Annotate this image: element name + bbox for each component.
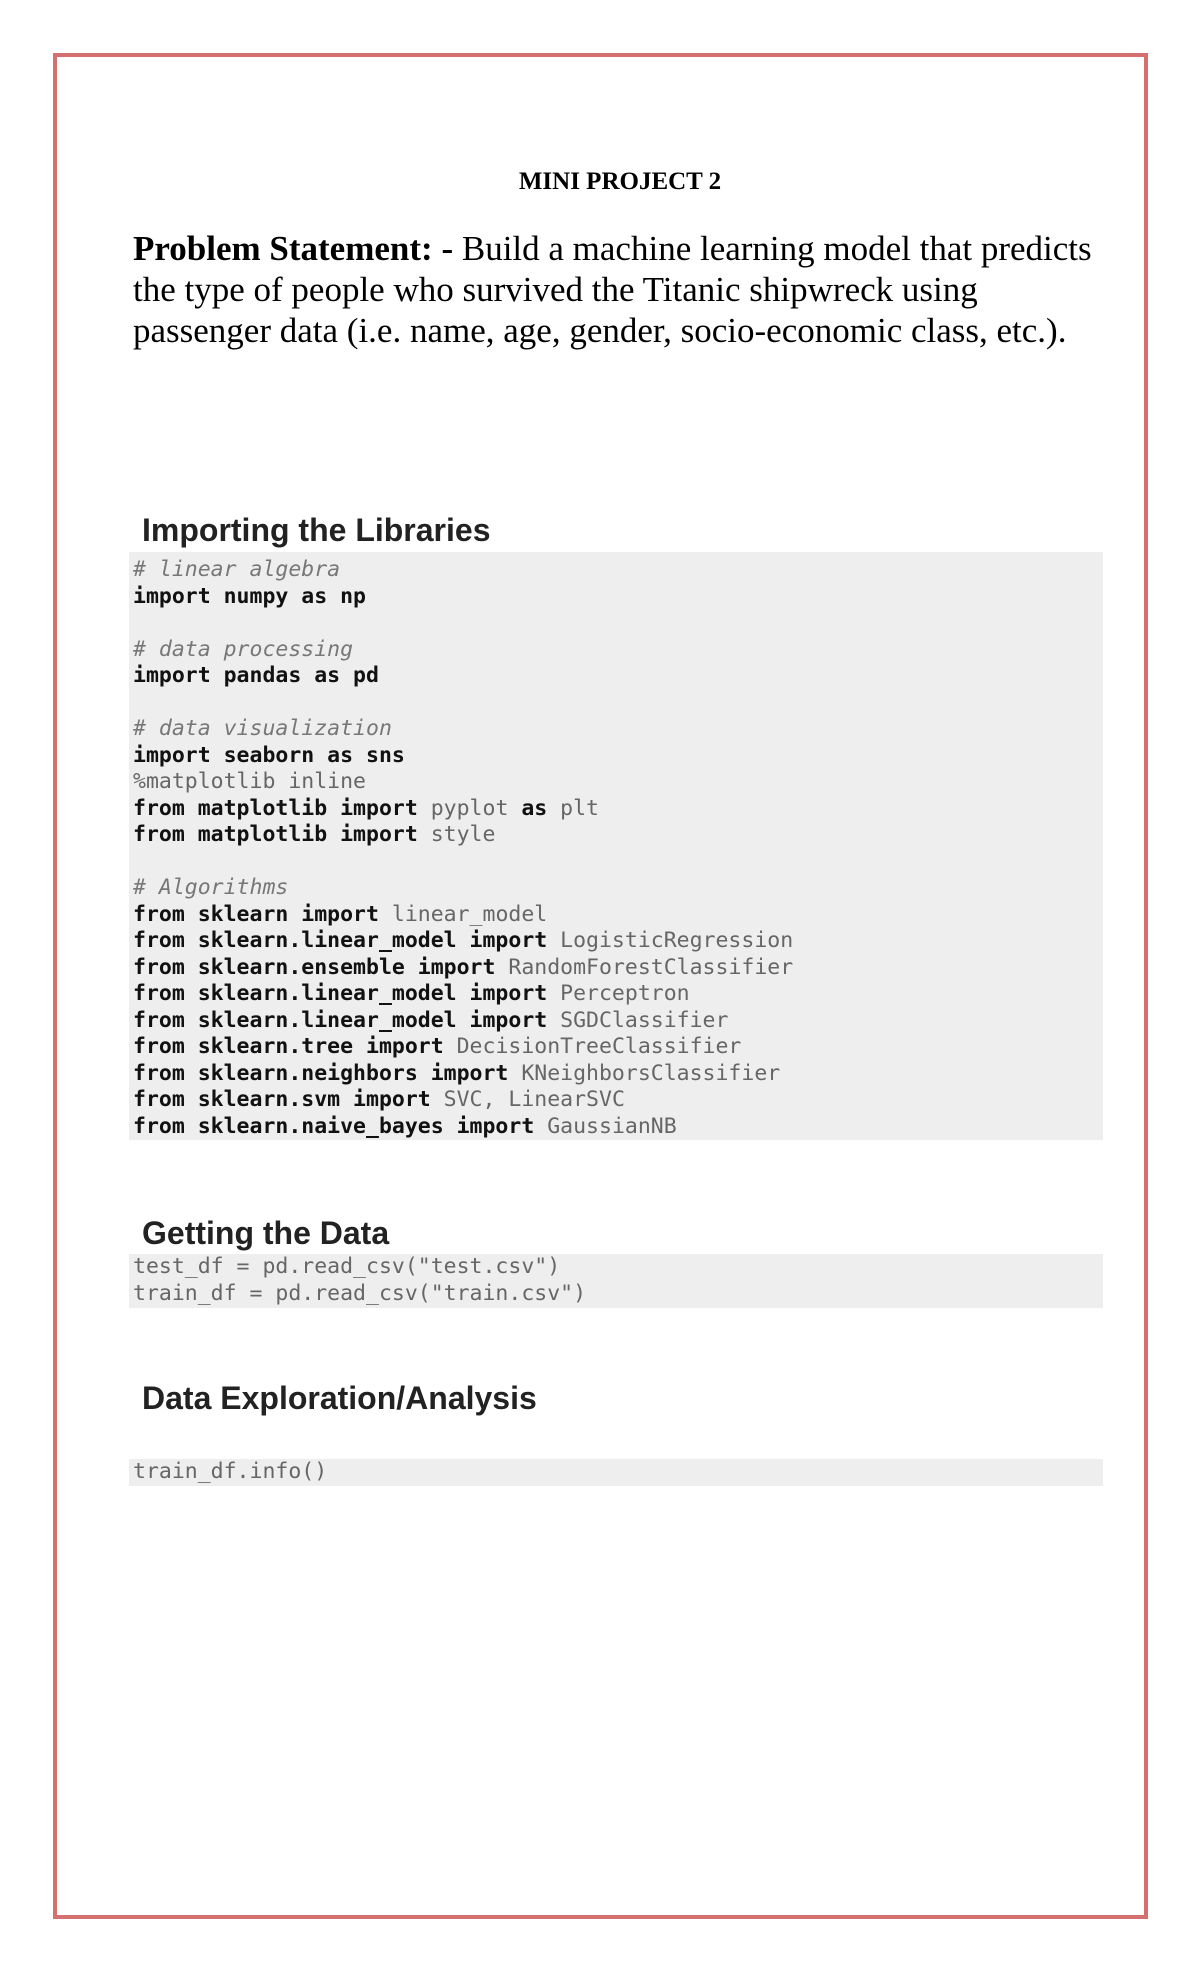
code-keyword: from sklearn.tree import [133, 1034, 457, 1059]
code-text: train_df = pd.read_csv("train.csv") [133, 1280, 587, 1306]
code-comment: # data processing [133, 636, 354, 662]
code-keyword: from matplotlib import [133, 795, 431, 821]
code-keyword: import numpy as np [133, 583, 366, 609]
code-text: test_df = pd.read_csv("test.csv") [133, 1254, 561, 1279]
code-text: plt [560, 795, 600, 821]
code-line [133, 1254, 1099, 1281]
code-text: train_df.info() [133, 1459, 328, 1484]
code-block-getting-data [129, 1254, 1103, 1308]
code-line [133, 875, 1099, 902]
code-line [133, 955, 1099, 982]
code-line [133, 1281, 1099, 1308]
code-text: LogisticRegression [560, 928, 794, 953]
problem-label: Problem Statement: - [133, 229, 454, 268]
code-line [133, 902, 1099, 929]
code-comment: # linear algebra [133, 557, 341, 582]
code-keyword: from sklearn.linear_model import [133, 981, 561, 1006]
code-line [133, 1008, 1099, 1035]
code-text: GaussianNB [547, 1113, 677, 1139]
code-line [133, 557, 1099, 584]
code-blank-line [133, 849, 1099, 876]
section-heading-getting-data: Getting the Data [142, 1215, 390, 1251]
code-comment: # Algorithms [133, 875, 289, 900]
code-keyword: import pandas as pd [133, 663, 379, 688]
code-text: %matplotlib inline [133, 769, 366, 794]
code-text: linear_model [391, 901, 548, 927]
code-keyword: from matplotlib import [133, 822, 431, 847]
code-text: pyplot [430, 795, 522, 821]
problem-statement [133, 228, 1093, 351]
code-line [133, 822, 1099, 849]
code-line [133, 1061, 1099, 1088]
code-text: SGDClassifier [560, 1007, 729, 1033]
code-keyword: as [521, 795, 561, 821]
code-line [133, 584, 1099, 611]
code-line [133, 796, 1099, 823]
code-line [133, 981, 1099, 1008]
code-keyword: from sklearn.linear_model import [133, 928, 561, 953]
code-block-imports [129, 552, 1103, 1140]
code-line [133, 637, 1099, 664]
code-line [133, 1114, 1099, 1141]
code-line [133, 928, 1099, 955]
section-heading-importing-libraries: Importing the Libraries [142, 512, 491, 548]
code-line [133, 769, 1099, 796]
document-title: MINI PROJECT 2 [518, 168, 722, 195]
code-keyword: from sklearn import [133, 901, 392, 927]
code-keyword: from sklearn.naive_bayes import [133, 1113, 548, 1139]
code-text: Perceptron [560, 981, 690, 1006]
code-block-data-exploration [129, 1459, 1103, 1486]
code-line [133, 743, 1099, 770]
code-line [133, 1087, 1099, 1114]
code-line [133, 716, 1099, 743]
code-keyword: from sklearn.ensemble import [133, 954, 509, 980]
code-keyword: from sklearn.linear_model import [133, 1007, 561, 1033]
problem-text: Build a machine learning model that predicts the type of people who survived the Titanic shipwreck using passenger data (i.e. name, age, gender, socio-economic class, etc.). [133, 229, 1092, 350]
code-keyword: from sklearn.svm import [133, 1087, 444, 1112]
code-comment: # data visualization [133, 716, 392, 741]
code-text: KNeighborsClassifier [521, 1060, 781, 1086]
code-text: style [430, 822, 496, 847]
code-line [133, 1459, 1099, 1486]
code-line [133, 663, 1099, 690]
code-text: DecisionTreeClassifier [456, 1034, 742, 1059]
code-text: RandomForestClassifier [508, 954, 794, 980]
code-keyword: from sklearn.neighbors import [133, 1060, 522, 1086]
code-blank-line [133, 690, 1099, 717]
code-blank-line [133, 610, 1099, 637]
code-keyword: import seaborn as sns [133, 742, 405, 768]
code-line [133, 1034, 1099, 1061]
section-heading-data-exploration: Data Exploration/Analysis [142, 1380, 537, 1416]
code-text: SVC, LinearSVC [443, 1087, 625, 1112]
